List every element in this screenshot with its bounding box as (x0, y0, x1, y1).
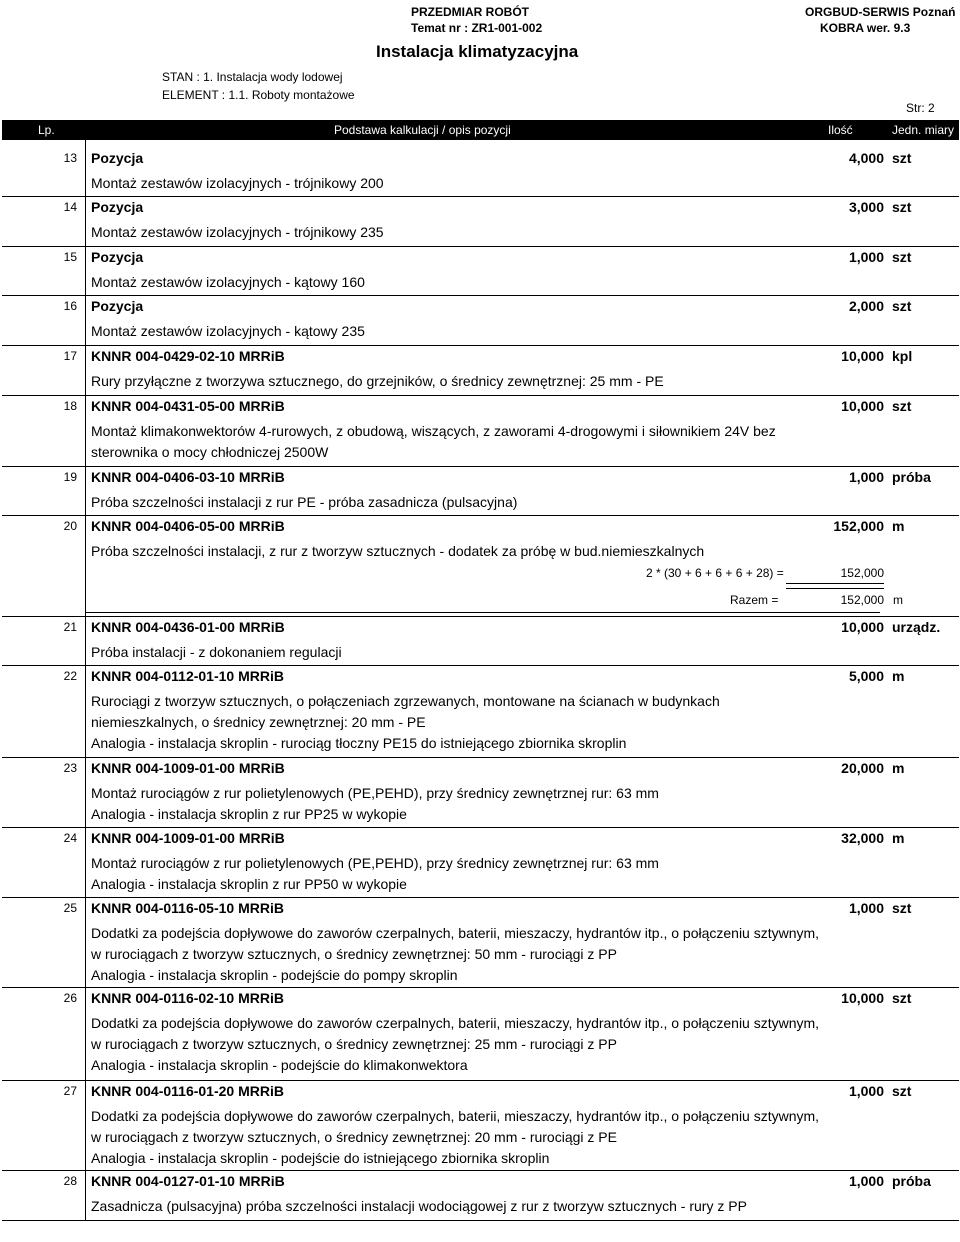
row-number: 17 (63, 349, 77, 363)
row-quantity: 10,000 (841, 619, 884, 635)
row-description: w rurociągach z tworzyw sztucznych, o średnicy zewnętrznej: 25 mm - rurociągi z PP (91, 1036, 617, 1052)
row-description: Analogia - instalacja skroplin - podejście do pompy skroplin (91, 967, 458, 983)
row-separator (2, 665, 959, 666)
row-number: 13 (63, 151, 77, 165)
row-number: 25 (63, 901, 77, 915)
row-code: KNNR 004-0406-03-10 MRRiB (91, 469, 285, 485)
row-code: KNNR 004-1009-01-00 MRRiB (91, 760, 285, 776)
row-separator (2, 987, 959, 988)
row-quantity: 20,000 (841, 760, 884, 776)
row-code: Pozycja (91, 249, 144, 265)
page-number: Str: 2 (906, 101, 935, 115)
row-unit: próba (892, 1173, 931, 1189)
row-description: Zasadnicza (pulsacyjna) próba szczelności instalacji wodociągowej z rur z tworzyw sztucznych - rury z PP (91, 1198, 747, 1214)
row-unit: m (892, 760, 905, 776)
row-separator (2, 395, 959, 396)
row-quantity: 3,000 (848, 199, 884, 215)
row-separator (2, 897, 959, 898)
row-description: w rurociągach z tworzyw sztucznych, o średnicy zewnętrznej: 50 mm - rurociągi z PP (91, 946, 617, 962)
row-description: niemieszkalnych, o średnicy zewnętrznej: 20 mm - PE (91, 714, 426, 730)
row-separator (2, 246, 959, 247)
row-number: 15 (63, 250, 77, 264)
column-unit: Jedn. miary (892, 123, 955, 137)
row-description: Analogia - instalacja skroplin z rur PP50 w wykopie (91, 876, 407, 892)
row-code: KNNR 004-0429-02-10 MRRiB (91, 348, 285, 364)
row-description: Montaż zestawów izolacyjnych - trójnikowy 235 (91, 224, 384, 240)
page-title: Instalacja klimatyzacyjna (376, 42, 579, 61)
row-code: KNNR 004-1009-01-00 MRRiB (91, 830, 285, 846)
row-unit: szt (892, 1083, 912, 1099)
row-code: KNNR 004-0431-05-00 MRRiB (91, 398, 285, 414)
row-description: Analogia - instalacja skroplin z rur PP25 w wykopie (91, 806, 407, 822)
row-unit: szt (892, 199, 912, 215)
row-number: 23 (63, 761, 77, 775)
calc-sum-value: 152,000 (840, 593, 884, 607)
row-quantity: 4,000 (848, 150, 884, 166)
row-unit: kpl (892, 348, 913, 364)
company-name: ORGBUD-SERWIS Poznań (805, 5, 956, 19)
row-unit: szt (892, 150, 912, 166)
column-basis: Podstawa kalkulacji / opis pozycji (334, 123, 511, 137)
row-separator (2, 345, 959, 346)
row-number: 18 (63, 399, 77, 413)
row-code: KNNR 004-0406-05-00 MRRiB (91, 518, 285, 534)
row-number: 14 (63, 200, 77, 214)
row-description: Dodatki za podejścia dopływowe do zaworów czerpalnych, baterii, mieszaczy, hydrantów itp., o połączeniu sztywnym, (91, 925, 820, 941)
row-number: 20 (63, 519, 77, 533)
row-description: w rurociągach z tworzyw sztucznych, o średnicy zewnętrznej: 20 mm - rurociągi z PE (91, 1129, 617, 1145)
row-separator (2, 1080, 959, 1081)
row-number: 28 (63, 1174, 77, 1188)
row-quantity: 5,000 (848, 668, 884, 684)
column-divider (85, 140, 86, 1220)
topic-number: Temat nr : ZR1-001-002 (411, 21, 543, 35)
row-description: Montaż zestawów izolacyjnych - kątowy 160 (91, 274, 365, 290)
row-code: KNNR 004-0436-01-00 MRRiB (91, 619, 285, 635)
row-description: sterownika o mocy chłodniczej 2500W (91, 444, 329, 460)
calc-separator (86, 612, 880, 613)
row-quantity: 32,000 (841, 830, 884, 846)
stan-label: STAN : 1. Instalacja wody lodowej (162, 70, 343, 84)
row-quantity: 1,000 (848, 469, 884, 485)
row-code: KNNR 004-0116-02-10 MRRiB (91, 990, 284, 1006)
document-title: PRZEDMIAR ROBÓT (411, 5, 529, 19)
calc-double-rule (786, 583, 884, 589)
row-separator (2, 196, 959, 197)
row-code: KNNR 004-0116-01-20 MRRiB (91, 1083, 284, 1099)
row-code: KNNR 004-0127-01-10 MRRiB (91, 1173, 285, 1189)
row-quantity: 1,000 (848, 249, 884, 265)
row-unit: m (892, 668, 905, 684)
row-separator (2, 827, 959, 828)
row-description: Montaż zestawów izolacyjnych - trójnikowy 200 (91, 175, 384, 191)
table-bottom-rule (2, 1220, 959, 1221)
row-description: Próba instalacji - z dokonaniem regulacji (91, 644, 342, 660)
row-unit: szt (892, 900, 912, 916)
table-header (2, 120, 959, 140)
row-quantity: 10,000 (841, 398, 884, 414)
row-quantity: 1,000 (848, 900, 884, 916)
row-number: 24 (63, 831, 77, 845)
row-description: Próba szczelności instalacji z rur PE - próba zasadnicza (pulsacyjna) (91, 494, 518, 510)
row-separator (2, 295, 959, 296)
row-number: 22 (63, 669, 77, 683)
row-separator (2, 757, 959, 758)
row-description: Montaż klimakonwektorów 4-rurowych, z obudową, wiszących, z zaworami 4-drogowymi i siłownikiem 24V bez (91, 423, 776, 439)
row-description: Montaż zestawów izolacyjnych - kątowy 235 (91, 323, 365, 339)
row-number: 27 (63, 1084, 77, 1098)
row-unit: m (892, 830, 905, 846)
row-number: 26 (63, 991, 77, 1005)
row-separator (2, 1170, 959, 1171)
column-quantity: Ilość (828, 123, 853, 137)
row-description: Analogia - instalacja skroplin - podejście do klimakonwektora (91, 1057, 468, 1073)
row-code: KNNR 004-0116-05-10 MRRiB (91, 900, 284, 916)
row-quantity: 10,000 (841, 348, 884, 364)
calc-sum-label: Razem = (730, 593, 779, 607)
row-code: Pozycja (91, 199, 144, 215)
row-quantity: 1,000 (848, 1173, 884, 1189)
row-description: Próba szczelności instalacji, z rur z tworzyw sztucznych - dodatek za próbę w bud.niemieszkalnych (91, 543, 705, 559)
row-unit: szt (892, 990, 912, 1006)
row-separator (2, 515, 959, 516)
row-separator (2, 466, 959, 467)
row-unit: próba (892, 469, 931, 485)
row-unit: m (892, 518, 905, 534)
row-quantity: 152,000 (833, 518, 884, 534)
row-unit: szt (892, 298, 912, 314)
row-separator (2, 616, 959, 617)
element-label: ELEMENT : 1.1. Roboty montażowe (162, 88, 355, 102)
calc-formula: 2 * (30 + 6 + 6 + 6 + 28) = (646, 566, 784, 580)
calc-formula-value: 152,000 (840, 566, 884, 580)
software-version: KOBRA wer. 9.3 (820, 21, 911, 35)
row-quantity: 10,000 (841, 990, 884, 1006)
row-code: KNNR 004-0112-01-10 MRRiB (91, 668, 284, 684)
row-code: Pozycja (91, 298, 144, 314)
row-quantity: 2,000 (848, 298, 884, 314)
row-quantity: 1,000 (848, 1083, 884, 1099)
row-unit: urządz. (892, 619, 941, 635)
row-code: Pozycja (91, 150, 144, 166)
row-description: Montaż rurociągów z rur polietylenowych (PE,PEHD), przy średnicy zewnętrznej rur: 63 mm (91, 785, 659, 801)
row-number: 21 (63, 620, 77, 634)
row-description: Dodatki za podejścia dopływowe do zaworów czerpalnych, baterii, mieszaczy, hydrantów itp., o połączeniu sztywnym, (91, 1108, 820, 1124)
row-description: Analogia - instalacja skroplin - rurociąg tłoczny PE15 do istniejącego zbiornika skroplin (91, 735, 627, 751)
row-number: 16 (63, 299, 77, 313)
column-lp: Lp. (38, 123, 55, 137)
row-unit: szt (892, 398, 912, 414)
row-unit: szt (892, 249, 912, 265)
calc-sum-unit: m (893, 593, 903, 607)
row-description: Rury przyłączne z tworzywa sztucznego, do grzejników, o średnicy zewnętrznej: 25 mm - PE (91, 373, 664, 389)
row-number: 19 (63, 470, 77, 484)
row-description: Dodatki za podejścia dopływowe do zaworów czerpalnych, baterii, mieszaczy, hydrantów itp., o połączeniu sztywnym, (91, 1015, 820, 1031)
row-description: Montaż rurociągów z rur polietylenowych (PE,PEHD), przy średnicy zewnętrznej rur: 63 mm (91, 855, 659, 871)
row-description: Analogia - instalacja skroplin - podejście do istniejącego zbiornika skroplin (91, 1150, 550, 1166)
row-description: Rurociągi z tworzyw sztucznych, o połączeniach zgrzewanych, montowane na ścianach w budynkach (91, 693, 720, 709)
